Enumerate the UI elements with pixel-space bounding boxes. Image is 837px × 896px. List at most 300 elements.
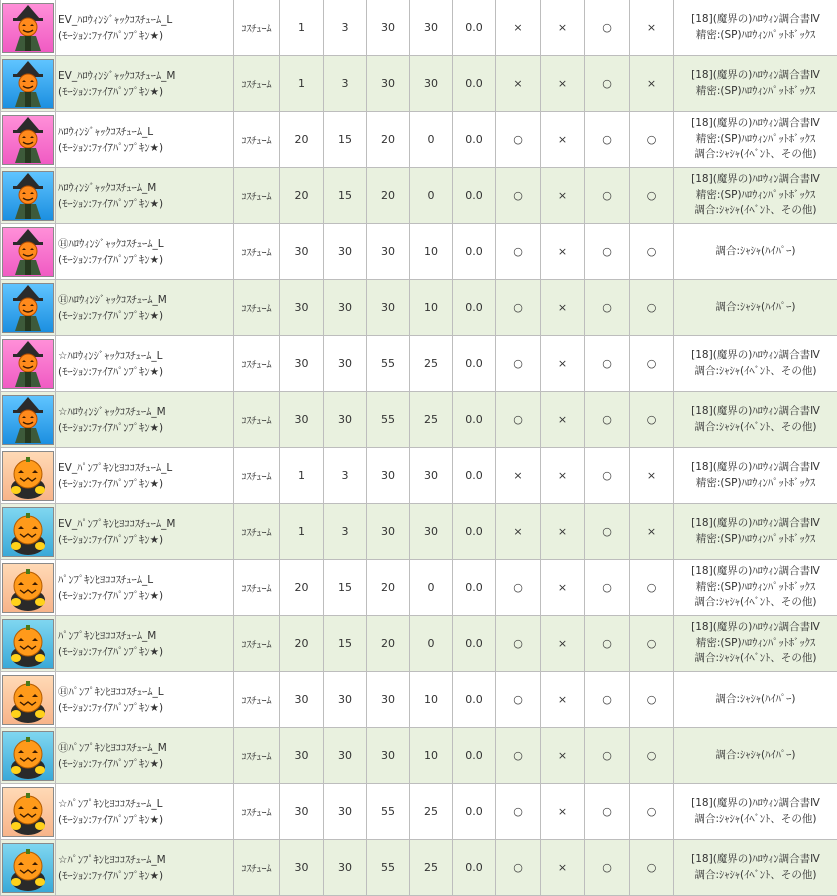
item-icon-cell <box>1 504 56 560</box>
jack-pink-icon <box>2 339 54 389</box>
stat-4: 25 <box>410 336 453 392</box>
item-motion: (ﾓｰｼｮﾝ:ﾌｧｲｱﾊﾟﾝﾌﾟｷﾝ★) <box>58 420 233 436</box>
stat-3: 20 <box>367 112 410 168</box>
stat-1: 1 <box>280 448 324 504</box>
flag-1: ○ <box>496 392 541 448</box>
item-motion: (ﾓｰｼｮﾝ:ﾌｧｲｱﾊﾟﾝﾌﾟｷﾝ★) <box>58 84 233 100</box>
stat-5: 0.0 <box>453 616 496 672</box>
item-name-cell <box>56 0 234 56</box>
flag-3: ○ <box>585 504 630 560</box>
stat-3: 30 <box>367 280 410 336</box>
flag-2: × <box>541 448 585 504</box>
flag-3: ○ <box>585 672 630 728</box>
item-name: ☆ﾊﾛｳｨﾝｼﾞｬｯｸｺｽﾁｭｰﾑ_M <box>58 404 233 420</box>
stat-1: 30 <box>280 392 324 448</box>
stat-2: 30 <box>324 392 367 448</box>
stat-5: 0.0 <box>453 168 496 224</box>
table-row <box>1 280 837 336</box>
source-line: 調合:ｼｬｼｬ(ｲﾍﾞﾝﾄ、その他) <box>674 147 837 163</box>
item-motion: (ﾓｰｼｮﾝ:ﾌｧｲｱﾊﾟﾝﾌﾟｷﾝ★) <box>58 644 233 660</box>
item-name: EV_ﾊﾛｳｨﾝｼﾞｬｯｸｺｽﾁｭｰﾑ_L <box>58 12 233 28</box>
chick-peach-icon <box>2 563 54 613</box>
flag-2: × <box>541 392 585 448</box>
stat-4: 25 <box>410 392 453 448</box>
stat-3: 20 <box>367 560 410 616</box>
item-icon-cell <box>1 560 56 616</box>
stat-1: 1 <box>280 56 324 112</box>
flag-1: × <box>496 0 541 56</box>
item-name: ☆ﾊﾛｳｨﾝｼﾞｬｯｸｺｽﾁｭｰﾑ_L <box>58 348 233 364</box>
source-line: 調合:ｼｬｼｬ(ｲﾍﾞﾝﾄ、その他) <box>674 651 837 667</box>
source-line: [18](魔界の)ﾊﾛｳｨﾝ調合書Ⅳ <box>674 68 837 84</box>
source-line: 調合:ｼｬｼｬ(ｲﾍﾞﾝﾄ、その他) <box>674 420 837 436</box>
stat-4: 25 <box>410 784 453 840</box>
flag-3: ○ <box>585 448 630 504</box>
flag-2: × <box>541 504 585 560</box>
flag-4: ○ <box>630 280 674 336</box>
stat-5: 0.0 <box>453 728 496 784</box>
item-name: EV_ﾊﾟﾝﾌﾟｷﾝﾋﾖｺｺｽﾁｭｰﾑ_L <box>58 460 233 476</box>
flag-4: ○ <box>630 672 674 728</box>
flag-4: × <box>630 56 674 112</box>
stat-3: 55 <box>367 784 410 840</box>
flag-3: ○ <box>585 0 630 56</box>
stat-4: 0 <box>410 560 453 616</box>
flag-3: ○ <box>585 784 630 840</box>
item-type: ｺｽﾁｭｰﾑ <box>234 280 280 336</box>
item-name: ☆ﾊﾟﾝﾌﾟｷﾝﾋﾖｺｺｽﾁｭｰﾑ_M <box>58 852 233 868</box>
jack-blue-icon <box>2 395 54 445</box>
item-type: ｺｽﾁｭｰﾑ <box>234 448 280 504</box>
flag-1: ○ <box>496 112 541 168</box>
stat-5: 0.0 <box>453 336 496 392</box>
item-type: ｺｽﾁｭｰﾑ <box>234 728 280 784</box>
stat-1: 30 <box>280 784 324 840</box>
item-motion: (ﾓｰｼｮﾝ:ﾌｧｲｱﾊﾟﾝﾌﾟｷﾝ★) <box>58 812 233 828</box>
table-row <box>1 392 837 448</box>
flag-3: ○ <box>585 224 630 280</box>
item-motion: (ﾓｰｼｮﾝ:ﾌｧｲｱﾊﾟﾝﾌﾟｷﾝ★) <box>58 756 233 772</box>
stat-3: 20 <box>367 168 410 224</box>
source-line: [18](魔界の)ﾊﾛｳｨﾝ調合書Ⅳ <box>674 852 837 868</box>
stat-5: 0.0 <box>453 112 496 168</box>
stat-1: 30 <box>280 224 324 280</box>
table-row <box>1 0 837 56</box>
chick-peach-icon <box>2 675 54 725</box>
flag-1: ○ <box>496 728 541 784</box>
stat-2: 30 <box>324 280 367 336</box>
source-line: 精密:(SP)ﾊﾛｳｨﾝﾊﾟｯﾄﾎﾞｯｸｽ <box>674 476 837 492</box>
source-line: 調合:ｼｬｼｬ(ﾊｲﾊﾟｰ) <box>674 748 837 764</box>
item-type: ｺｽﾁｭｰﾑ <box>234 112 280 168</box>
flag-4: ○ <box>630 560 674 616</box>
stat-1: 30 <box>280 336 324 392</box>
source-line: 精密:(SP)ﾊﾛｳｨﾝﾊﾟｯﾄﾎﾞｯｸｽ <box>674 132 837 148</box>
source-cell <box>674 504 837 560</box>
item-icon-cell <box>1 112 56 168</box>
item-icon-cell <box>1 56 56 112</box>
stat-5: 0.0 <box>453 0 496 56</box>
item-type: ｺｽﾁｭｰﾑ <box>234 560 280 616</box>
item-type: ｺｽﾁｭｰﾑ <box>234 336 280 392</box>
chick-teal-icon <box>2 507 54 557</box>
item-name: Ⓗﾊﾟﾝﾌﾟｷﾝﾋﾖｺｺｽﾁｭｰﾑ_L <box>58 684 233 700</box>
flag-1: ○ <box>496 280 541 336</box>
item-name: ☆ﾊﾟﾝﾌﾟｷﾝﾋﾖｺｺｽﾁｭｰﾑ_L <box>58 796 233 812</box>
source-line: 調合:ｼｬｼｬ(ｲﾍﾞﾝﾄ、その他) <box>674 364 837 380</box>
table-row <box>1 672 837 728</box>
stat-4: 10 <box>410 224 453 280</box>
item-icon-cell <box>1 336 56 392</box>
item-icon-cell <box>1 392 56 448</box>
source-cell <box>674 616 837 672</box>
stat-5: 0.0 <box>453 392 496 448</box>
item-name: ﾊﾟﾝﾌﾟｷﾝﾋﾖｺｺｽﾁｭｰﾑ_L <box>58 572 233 588</box>
flag-1: ○ <box>496 560 541 616</box>
stat-1: 1 <box>280 0 324 56</box>
flag-4: ○ <box>630 840 674 896</box>
flag-3: ○ <box>585 728 630 784</box>
item-type: ｺｽﾁｭｰﾑ <box>234 56 280 112</box>
table-row <box>1 560 837 616</box>
source-line: [18](魔界の)ﾊﾛｳｨﾝ調合書Ⅳ <box>674 404 837 420</box>
item-name-cell <box>56 112 234 168</box>
table-row <box>1 112 837 168</box>
stat-3: 30 <box>367 224 410 280</box>
stat-4: 30 <box>410 448 453 504</box>
item-type: ｺｽﾁｭｰﾑ <box>234 392 280 448</box>
table-row <box>1 224 837 280</box>
source-line: [18](魔界の)ﾊﾛｳｨﾝ調合書Ⅳ <box>674 172 837 188</box>
item-name-cell <box>56 560 234 616</box>
item-icon-cell <box>1 616 56 672</box>
source-cell <box>674 560 837 616</box>
stat-2: 15 <box>324 112 367 168</box>
item-type: ｺｽﾁｭｰﾑ <box>234 784 280 840</box>
source-line: 精密:(SP)ﾊﾛｳｨﾝﾊﾟｯﾄﾎﾞｯｸｽ <box>674 532 837 548</box>
item-motion: (ﾓｰｼｮﾝ:ﾌｧｲｱﾊﾟﾝﾌﾟｷﾝ★) <box>58 588 233 604</box>
stat-2: 30 <box>324 784 367 840</box>
flag-3: ○ <box>585 56 630 112</box>
stat-4: 30 <box>410 56 453 112</box>
item-icon-cell <box>1 0 56 56</box>
source-cell <box>674 672 837 728</box>
source-line: 精密:(SP)ﾊﾛｳｨﾝﾊﾟｯﾄﾎﾞｯｸｽ <box>674 580 837 596</box>
stat-2: 3 <box>324 56 367 112</box>
source-line: [18](魔界の)ﾊﾛｳｨﾝ調合書Ⅳ <box>674 348 837 364</box>
item-name: Ⓗﾊﾛｳｨﾝｼﾞｬｯｸｺｽﾁｭｰﾑ_L <box>58 236 233 252</box>
chick-teal-icon <box>2 619 54 669</box>
stat-3: 55 <box>367 336 410 392</box>
table-body <box>1 0 837 896</box>
stat-5: 0.0 <box>453 56 496 112</box>
flag-4: ○ <box>630 336 674 392</box>
item-name-cell <box>56 56 234 112</box>
stat-3: 30 <box>367 672 410 728</box>
source-line: [18](魔界の)ﾊﾛｳｨﾝ調合書Ⅳ <box>674 620 837 636</box>
table-row <box>1 504 837 560</box>
stat-3: 30 <box>367 0 410 56</box>
source-line: [18](魔界の)ﾊﾛｳｨﾝ調合書Ⅳ <box>674 12 837 28</box>
source-cell <box>674 56 837 112</box>
stat-4: 25 <box>410 840 453 896</box>
source-line: 調合:ｼｬｼｬ(ｲﾍﾞﾝﾄ、その他) <box>674 203 837 219</box>
stat-2: 15 <box>324 616 367 672</box>
stat-2: 30 <box>324 728 367 784</box>
flag-2: × <box>541 840 585 896</box>
item-name-cell <box>56 224 234 280</box>
item-motion: (ﾓｰｼｮﾝ:ﾌｧｲｱﾊﾟﾝﾌﾟｷﾝ★) <box>58 532 233 548</box>
source-line: [18](魔界の)ﾊﾛｳｨﾝ調合書Ⅳ <box>674 460 837 476</box>
stat-5: 0.0 <box>453 784 496 840</box>
jack-pink-icon <box>2 115 54 165</box>
stat-3: 55 <box>367 392 410 448</box>
stat-4: 0 <box>410 112 453 168</box>
stat-3: 30 <box>367 448 410 504</box>
item-motion: (ﾓｰｼｮﾝ:ﾌｧｲｱﾊﾟﾝﾌﾟｷﾝ★) <box>58 308 233 324</box>
item-name-cell <box>56 784 234 840</box>
item-name: ﾊﾛｳｨﾝｼﾞｬｯｸｺｽﾁｭｰﾑ_L <box>58 124 233 140</box>
table-row <box>1 448 837 504</box>
item-motion: (ﾓｰｼｮﾝ:ﾌｧｲｱﾊﾟﾝﾌﾟｷﾝ★) <box>58 196 233 212</box>
stat-3: 30 <box>367 728 410 784</box>
flag-2: × <box>541 224 585 280</box>
item-name-cell <box>56 672 234 728</box>
flag-3: ○ <box>585 168 630 224</box>
table-row <box>1 168 837 224</box>
source-line: 精密:(SP)ﾊﾛｳｨﾝﾊﾟｯﾄﾎﾞｯｸｽ <box>674 188 837 204</box>
flag-4: ○ <box>630 728 674 784</box>
stat-3: 20 <box>367 616 410 672</box>
item-name: Ⓗﾊﾛｳｨﾝｼﾞｬｯｸｺｽﾁｭｰﾑ_M <box>58 292 233 308</box>
flag-4: ○ <box>630 616 674 672</box>
flag-4: × <box>630 0 674 56</box>
stat-1: 20 <box>280 112 324 168</box>
item-name: ﾊﾛｳｨﾝｼﾞｬｯｸｺｽﾁｭｰﾑ_M <box>58 180 233 196</box>
stat-4: 10 <box>410 672 453 728</box>
stat-2: 30 <box>324 336 367 392</box>
flag-4: × <box>630 448 674 504</box>
stat-2: 30 <box>324 672 367 728</box>
source-line: 調合:ｼｬｼｬ(ｲﾍﾞﾝﾄ、その他) <box>674 812 837 828</box>
item-name-cell <box>56 728 234 784</box>
source-cell <box>674 0 837 56</box>
flag-1: ○ <box>496 224 541 280</box>
item-motion: (ﾓｰｼｮﾝ:ﾌｧｲｱﾊﾟﾝﾌﾟｷﾝ★) <box>58 868 233 884</box>
flag-2: × <box>541 616 585 672</box>
jack-pink-icon <box>2 227 54 277</box>
flag-1: ○ <box>496 168 541 224</box>
table-row <box>1 56 837 112</box>
item-icon-cell <box>1 448 56 504</box>
table-row <box>1 336 837 392</box>
item-motion: (ﾓｰｼｮﾝ:ﾌｧｲｱﾊﾟﾝﾌﾟｷﾝ★) <box>58 364 233 380</box>
stat-4: 30 <box>410 504 453 560</box>
item-motion: (ﾓｰｼｮﾝ:ﾌｧｲｱﾊﾟﾝﾌﾟｷﾝ★) <box>58 700 233 716</box>
flag-3: ○ <box>585 840 630 896</box>
stat-1: 20 <box>280 168 324 224</box>
flag-4: ○ <box>630 168 674 224</box>
source-line: [18](魔界の)ﾊﾛｳｨﾝ調合書Ⅳ <box>674 516 837 532</box>
source-line: 調合:ｼｬｼｬ(ﾊｲﾊﾟｰ) <box>674 244 837 260</box>
item-name-cell <box>56 392 234 448</box>
item-name-cell <box>56 504 234 560</box>
flag-2: × <box>541 728 585 784</box>
stat-2: 30 <box>324 840 367 896</box>
item-name: ﾊﾟﾝﾌﾟｷﾝﾋﾖｺｺｽﾁｭｰﾑ_M <box>58 628 233 644</box>
flag-2: × <box>541 168 585 224</box>
item-icon-cell <box>1 280 56 336</box>
item-motion: (ﾓｰｼｮﾝ:ﾌｧｲｱﾊﾟﾝﾌﾟｷﾝ★) <box>58 28 233 44</box>
source-cell <box>674 224 837 280</box>
source-cell <box>674 280 837 336</box>
flag-1: ○ <box>496 616 541 672</box>
item-motion: (ﾓｰｼｮﾝ:ﾌｧｲｱﾊﾟﾝﾌﾟｷﾝ★) <box>58 252 233 268</box>
stat-3: 30 <box>367 56 410 112</box>
flag-2: × <box>541 784 585 840</box>
stat-4: 0 <box>410 616 453 672</box>
item-name: EV_ﾊﾛｳｨﾝｼﾞｬｯｸｺｽﾁｭｰﾑ_M <box>58 68 233 84</box>
flag-3: ○ <box>585 560 630 616</box>
flag-1: × <box>496 56 541 112</box>
stat-2: 15 <box>324 168 367 224</box>
item-type: ｺｽﾁｭｰﾑ <box>234 616 280 672</box>
stat-5: 0.0 <box>453 448 496 504</box>
stat-2: 3 <box>324 504 367 560</box>
item-icon-cell <box>1 672 56 728</box>
stat-5: 0.0 <box>453 224 496 280</box>
flag-2: × <box>541 0 585 56</box>
item-type: ｺｽﾁｭｰﾑ <box>234 672 280 728</box>
flag-1: ○ <box>496 840 541 896</box>
flag-4: ○ <box>630 224 674 280</box>
jack-blue-icon <box>2 59 54 109</box>
stat-1: 30 <box>280 672 324 728</box>
source-line: 精密:(SP)ﾊﾛｳｨﾝﾊﾟｯﾄﾎﾞｯｸｽ <box>674 28 837 44</box>
jack-blue-icon <box>2 283 54 333</box>
source-line: 精密:(SP)ﾊﾛｳｨﾝﾊﾟｯﾄﾎﾞｯｸｽ <box>674 84 837 100</box>
chick-peach-icon <box>2 451 54 501</box>
stat-2: 3 <box>324 0 367 56</box>
flag-4: ○ <box>630 392 674 448</box>
stat-1: 1 <box>280 504 324 560</box>
source-cell <box>674 784 837 840</box>
flag-3: ○ <box>585 616 630 672</box>
flag-2: × <box>541 112 585 168</box>
flag-1: ○ <box>496 784 541 840</box>
stat-4: 0 <box>410 168 453 224</box>
stat-1: 30 <box>280 840 324 896</box>
flag-3: ○ <box>585 336 630 392</box>
table-row <box>1 784 837 840</box>
stat-4: 30 <box>410 0 453 56</box>
stat-3: 55 <box>367 840 410 896</box>
stat-5: 0.0 <box>453 560 496 616</box>
item-type: ｺｽﾁｭｰﾑ <box>234 0 280 56</box>
table-row <box>1 728 837 784</box>
flag-4: ○ <box>630 112 674 168</box>
item-icon-cell <box>1 784 56 840</box>
item-name-cell <box>56 616 234 672</box>
item-type: ｺｽﾁｭｰﾑ <box>234 840 280 896</box>
source-line: [18](魔界の)ﾊﾛｳｨﾝ調合書Ⅳ <box>674 796 837 812</box>
stat-2: 15 <box>324 560 367 616</box>
source-cell <box>674 336 837 392</box>
flag-2: × <box>541 280 585 336</box>
item-motion: (ﾓｰｼｮﾝ:ﾌｧｲｱﾊﾟﾝﾌﾟｷﾝ★) <box>58 140 233 156</box>
source-line: 調合:ｼｬｼｬ(ｲﾍﾞﾝﾄ、その他) <box>674 595 837 611</box>
stat-5: 0.0 <box>453 672 496 728</box>
item-icon-cell <box>1 728 56 784</box>
stat-4: 10 <box>410 728 453 784</box>
source-line: 精密:(SP)ﾊﾛｳｨﾝﾊﾟｯﾄﾎﾞｯｸｽ <box>674 636 837 652</box>
flag-2: × <box>541 56 585 112</box>
stat-5: 0.0 <box>453 280 496 336</box>
source-line: 調合:ｼｬｼｬ(ﾊｲﾊﾟｰ) <box>674 692 837 708</box>
flag-3: ○ <box>585 392 630 448</box>
stat-4: 10 <box>410 280 453 336</box>
item-type: ｺｽﾁｭｰﾑ <box>234 224 280 280</box>
source-cell <box>674 112 837 168</box>
jack-pink-icon <box>2 3 54 53</box>
stat-1: 30 <box>280 280 324 336</box>
flag-1: ○ <box>496 672 541 728</box>
flag-3: ○ <box>585 112 630 168</box>
stat-1: 20 <box>280 616 324 672</box>
stat-5: 0.0 <box>453 504 496 560</box>
item-icon-cell <box>1 168 56 224</box>
source-line: 調合:ｼｬｼｬ(ﾊｲﾊﾟｰ) <box>674 300 837 316</box>
source-cell <box>674 728 837 784</box>
source-cell <box>674 168 837 224</box>
stat-3: 30 <box>367 504 410 560</box>
jack-blue-icon <box>2 171 54 221</box>
item-motion: (ﾓｰｼｮﾝ:ﾌｧｲｱﾊﾟﾝﾌﾟｷﾝ★) <box>58 476 233 492</box>
source-line: [18](魔界の)ﾊﾛｳｨﾝ調合書Ⅳ <box>674 564 837 580</box>
item-name-cell <box>56 168 234 224</box>
stat-1: 20 <box>280 560 324 616</box>
chick-peach-icon <box>2 787 54 837</box>
item-type: ｺｽﾁｭｰﾑ <box>234 504 280 560</box>
flag-1: × <box>496 504 541 560</box>
stat-5: 0.0 <box>453 840 496 896</box>
flag-1: × <box>496 448 541 504</box>
source-cell <box>674 392 837 448</box>
item-icon-cell <box>1 224 56 280</box>
flag-4: × <box>630 504 674 560</box>
item-name: EV_ﾊﾟﾝﾌﾟｷﾝﾋﾖｺｺｽﾁｭｰﾑ_M <box>58 516 233 532</box>
flag-2: × <box>541 560 585 616</box>
item-name-cell <box>56 448 234 504</box>
item-name: Ⓗﾊﾟﾝﾌﾟｷﾝﾋﾖｺｺｽﾁｭｰﾑ_M <box>58 740 233 756</box>
item-name-cell <box>56 336 234 392</box>
chick-teal-icon <box>2 731 54 781</box>
flag-2: × <box>541 672 585 728</box>
source-line: [18](魔界の)ﾊﾛｳｨﾝ調合書Ⅳ <box>674 116 837 132</box>
flag-3: ○ <box>585 280 630 336</box>
item-type: ｺｽﾁｭｰﾑ <box>234 168 280 224</box>
flag-1: ○ <box>496 336 541 392</box>
flag-4: ○ <box>630 784 674 840</box>
item-name-cell <box>56 280 234 336</box>
source-cell <box>674 448 837 504</box>
table-row <box>1 616 837 672</box>
stat-1: 30 <box>280 728 324 784</box>
flag-2: × <box>541 336 585 392</box>
stat-2: 3 <box>324 448 367 504</box>
stat-2: 30 <box>324 224 367 280</box>
source-line: 調合:ｼｬｼｬ(ｲﾍﾞﾝﾄ、その他) <box>674 868 837 884</box>
